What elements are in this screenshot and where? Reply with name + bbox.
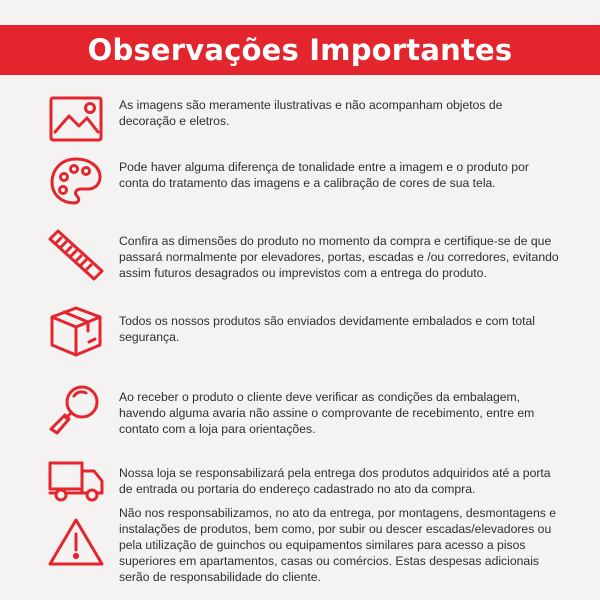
warning-icon [46, 516, 106, 568]
notice-text: Nossa loja se responsabilizará pela entrega dos produtos adquiridos até a porta de entrada ou portaria do endereço cadastrado no ato da compra. [119, 466, 551, 496]
truck-icon [46, 455, 106, 507]
notice-text: Pode haver alguma diferença de tonalidade entre a imagem e o produto por conta do tratamento das imagens e a calibração de cores de sua tela. [119, 160, 529, 190]
notice-text: Confira as dimensões do produto no momento da compra e certifique-se de que passará normalmente por elevadores, portas, escadas e /ou corredores, evitando assim futuros desagrados ou imprevistos com a entrega do produto. [119, 234, 559, 280]
palette-icon [46, 155, 106, 207]
notice-text: Ao receber o produto o cliente deve verificar as condições da embalagem, havendo alguma avaria não assine o comprovante de recebimento, entre em contato com a loja para orientações. [119, 390, 535, 436]
header-banner [0, 25, 600, 75]
page-title: Observações Importantes [87, 33, 513, 67]
magnifier-icon [46, 384, 106, 436]
notice-text: As imagens são meramente ilustrativas e não acompanham objetos de decoração e eletros. [119, 98, 503, 128]
notice-text: Todos os nossos produtos são enviados devidamente embalados e com total segurança. [119, 314, 535, 344]
notice-text: Não nos responsabilizamos, no ato da entrega, por montagens, desmontagens e instalações de produtos, bem como, por subir ou descer escadas/elevadores ou pela utilização de guinchos ou equipamentos similares para acesso a pisos superiores em apartamentos, casas ou comércios. Estas despesas adicionais serão de responsabilidade do cliente. [119, 506, 556, 584]
box-icon [46, 305, 106, 357]
image-icon [46, 94, 106, 146]
ruler-icon [46, 229, 106, 281]
